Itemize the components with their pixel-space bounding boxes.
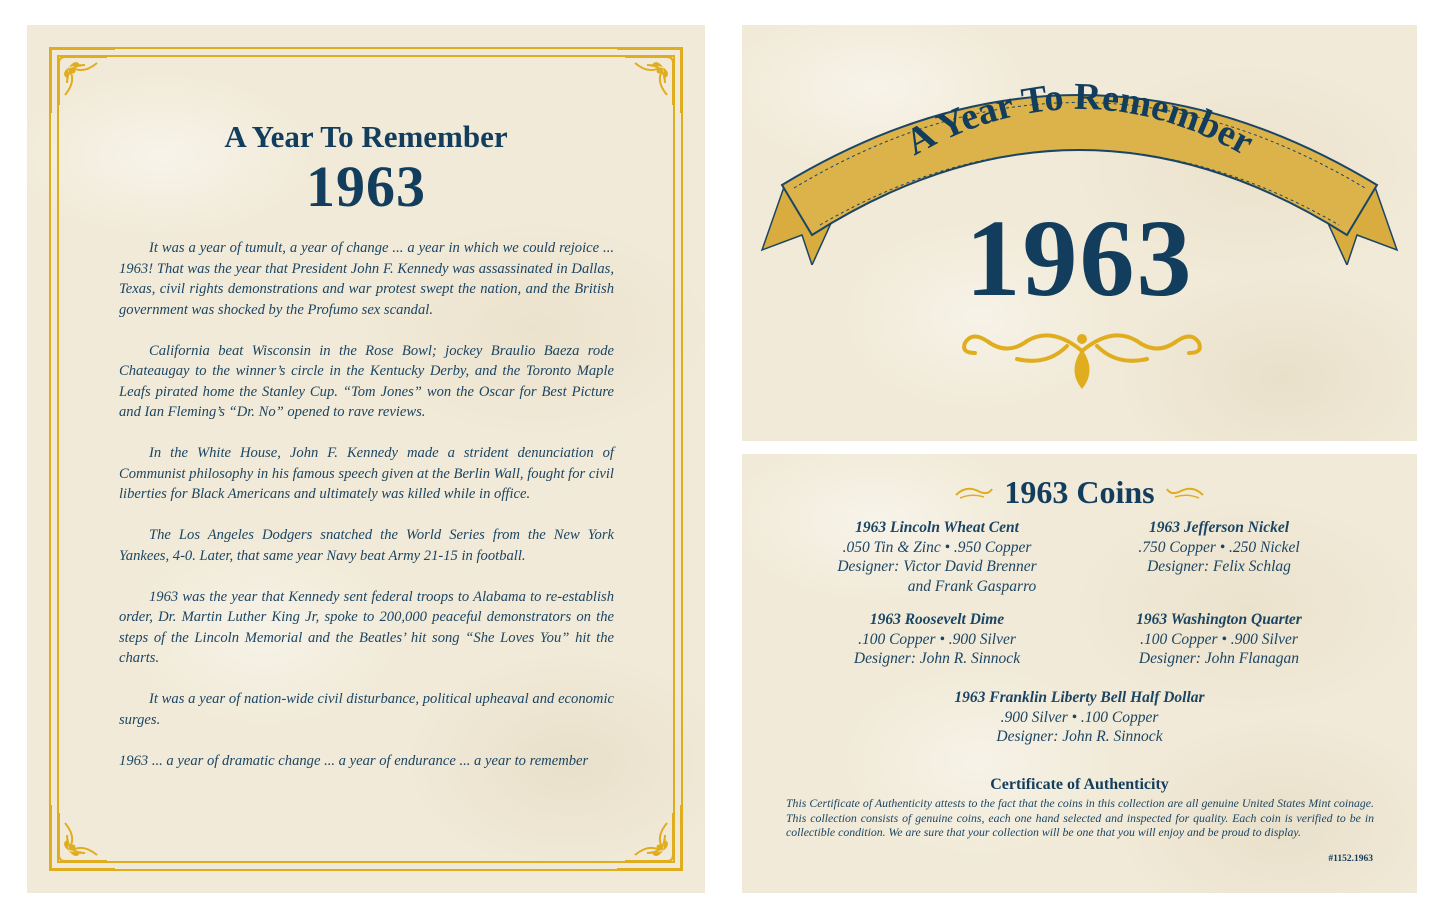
paragraph: The Los Angeles Dodgers snatched the World Series from the New York Yankees, 4-0. Later, that same year Navy beat Army 21-15 in football. bbox=[119, 527, 614, 564]
swirl-ornament-icon bbox=[954, 483, 994, 503]
paragraph: 1963 was the year that Kennedy sent federal troops to Alabama to re-establish order, Dr. Martin Luther King Jr, spoke to 200,000 peaceful demonstrators on the steps of the Lincoln Memorial and the Beatles’ hit song “She Loves You” hit the charts. bbox=[119, 588, 614, 666]
coin-dime bbox=[822, 610, 1052, 669]
coin-half-dollar bbox=[892, 688, 1267, 747]
certificate-text: This Certificate of Authenticity attests to the fact that the coins in this collection are all genuine United States Mint coinage. This collection consists of genuine coins, each one hand selected and inspected for quality. Each coin is verified to be in collectible condition. We are sure that your collection will be one that you will enjoy and be proud to display. bbox=[786, 796, 1374, 839]
coin-name: 1963 Jefferson Nickel bbox=[1148, 519, 1290, 536]
coin-name: 1963 Washington Quarter bbox=[1136, 611, 1302, 628]
certificate-title: Certificate of Authenticity bbox=[990, 776, 1169, 793]
coin-quarter bbox=[1104, 610, 1334, 669]
banner-text: A Year To Remember bbox=[898, 75, 1261, 164]
coin-designer: Designer: John R. Sinnock bbox=[996, 728, 1163, 745]
coin-designer: Designer: John R. Sinnock bbox=[853, 650, 1021, 667]
coin-name: 1963 Roosevelt Dime bbox=[869, 611, 1005, 628]
corner-ornament-icon bbox=[613, 801, 687, 875]
coin-composition: .050 Tin & Zinc • .950 Copper bbox=[842, 538, 1032, 556]
paragraph: It was a year of tumult, a year of change ... a year in which we could rejoice ... 1963! That was the year that President John F. Kennedy was assassinated in Dallas, Texas, civil rights demonstrations and war protest swept the nation, and the British government was shocked by the Profumo sex scandal. bbox=[119, 240, 614, 318]
coin-designer: and Frank Gasparro bbox=[907, 577, 1037, 595]
product-code: #1152.1963 bbox=[1328, 854, 1373, 864]
coin-name: 1963 Lincoln Wheat Cent bbox=[855, 519, 1019, 536]
coins-title: 1963 Coins bbox=[1004, 474, 1155, 510]
history-text bbox=[119, 238, 614, 792]
coin-composition: .100 Copper • .900 Silver bbox=[858, 630, 1016, 648]
flourish-ornament-icon bbox=[957, 321, 1207, 391]
coin-cent bbox=[802, 518, 1072, 596]
paragraph: California beat Wisconsin in the Rose Bowl; jockey Braulio Baeza rode Chateaugay to the winner’s circle in the Kentucky Derby, and the Toronto Maple Leafs pirated home the Stanley Cup. “Tom Jones” won the Oscar for Best Picture and Ian Fleming’s “Dr. No” opened to rave reviews. bbox=[119, 342, 614, 420]
history-page bbox=[27, 25, 705, 893]
swirl-ornament-icon bbox=[1165, 483, 1205, 503]
paragraph: It was a year of nation-wide civil disturbance, political upheaval and economic surges. bbox=[119, 691, 614, 728]
coin-designer: Designer: Victor David Brenner bbox=[837, 558, 1037, 575]
coin-composition: .750 Copper • .250 Nickel bbox=[1138, 538, 1300, 556]
feature-year: 1963 bbox=[965, 197, 1194, 319]
title-card bbox=[742, 25, 1417, 441]
corner-ornament-icon bbox=[45, 43, 119, 117]
coin-nickel bbox=[1104, 518, 1334, 577]
corner-ornament-icon bbox=[613, 43, 687, 117]
coin-composition: .900 Silver • .100 Copper bbox=[1000, 708, 1159, 726]
coins-card bbox=[742, 454, 1417, 893]
page-year: 1963 bbox=[306, 154, 426, 219]
paragraph: In the White House, John F. Kennedy made a strident denunciation of Communist philosophy in his famous speech given at the Berlin Wall, fought for civil liberties for Black Americans and ultimately was killed while in office. bbox=[119, 445, 614, 502]
coin-designer: Designer: Felix Schlag bbox=[1147, 558, 1291, 575]
coins-header bbox=[742, 474, 1417, 511]
coin-designer: Designer: John Flanagan bbox=[1138, 650, 1300, 667]
coin-composition: .100 Copper • .900 Silver bbox=[1140, 630, 1298, 648]
corner-ornament-icon bbox=[45, 801, 119, 875]
page-title: A Year To Remember bbox=[224, 119, 508, 154]
closing-line: 1963 ... a year of dramatic change ... a year of endurance ... a year to remember bbox=[119, 752, 589, 769]
coin-name: 1963 Franklin Liberty Bell Half Dollar bbox=[954, 689, 1205, 706]
